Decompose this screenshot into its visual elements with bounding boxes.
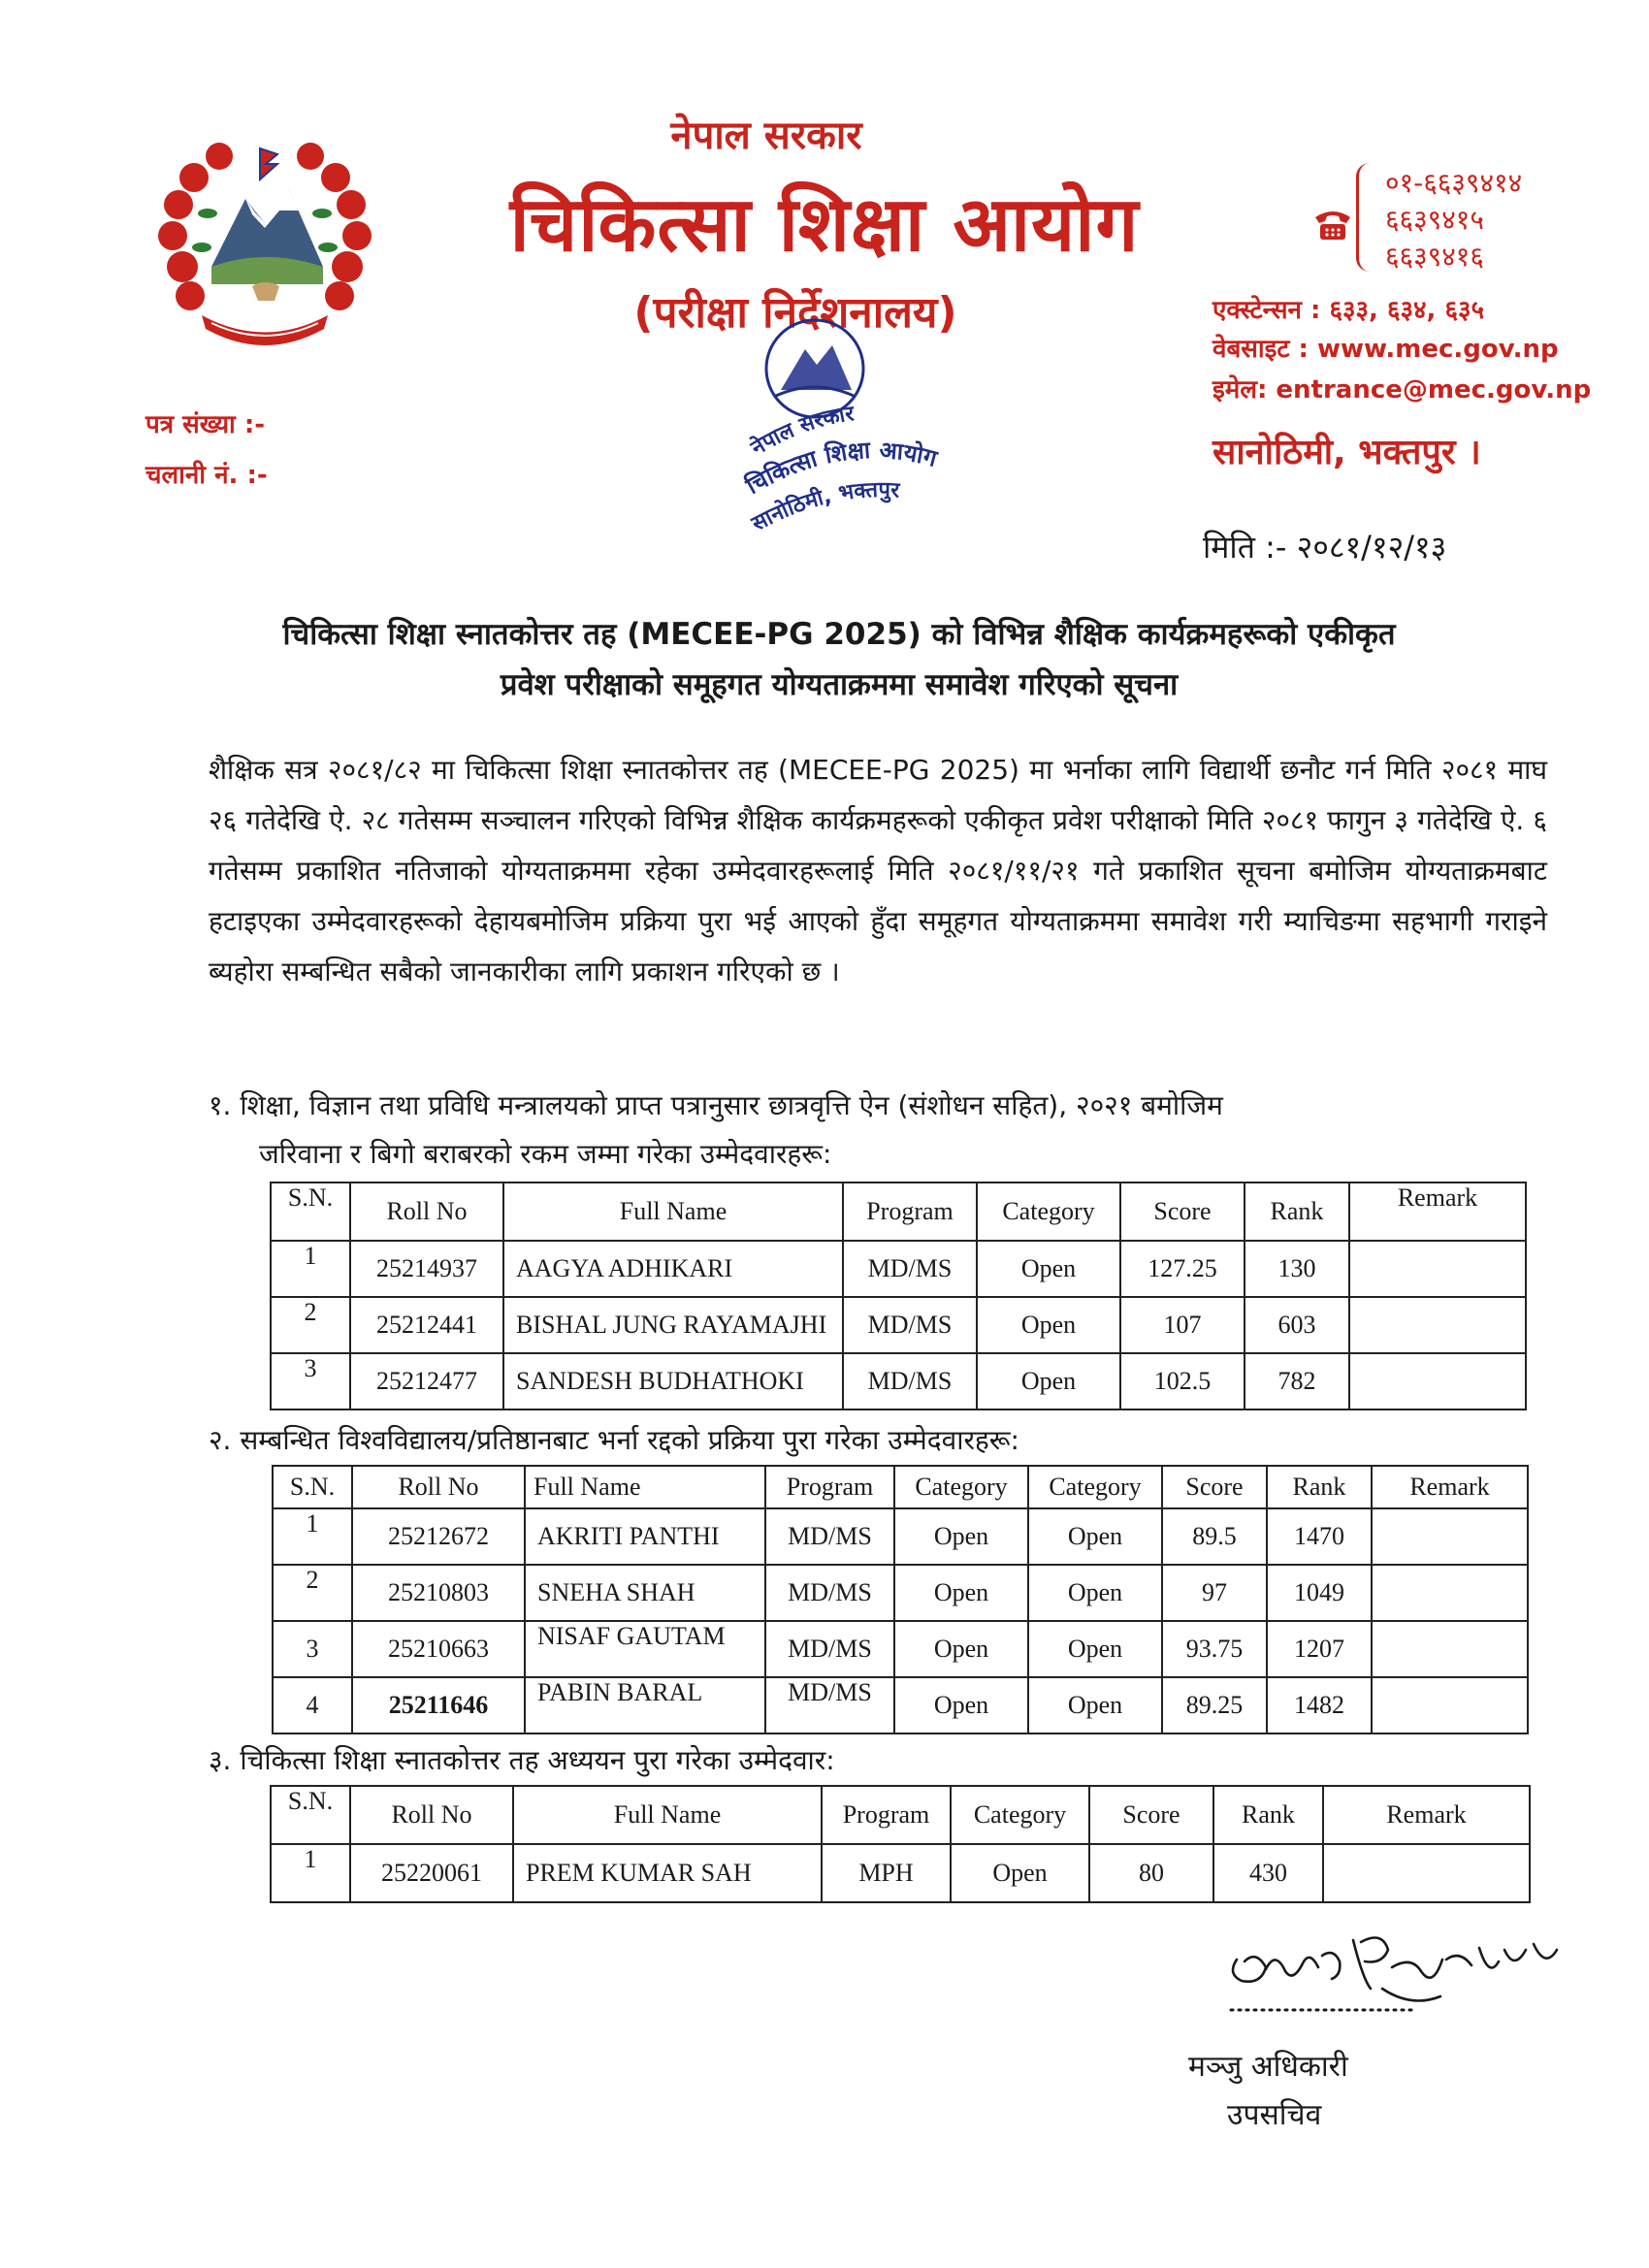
- column-header: Score: [1089, 1786, 1213, 1844]
- letter-number-label: पत्र संख्या :-: [146, 410, 266, 439]
- table-cell: Open: [1028, 1621, 1162, 1677]
- table-cell: 4: [273, 1677, 352, 1733]
- table-cell: 25220061: [350, 1844, 513, 1902]
- office-stamp-icon: [737, 310, 960, 553]
- table-row: [273, 1621, 1528, 1677]
- table-cell: MPH: [822, 1844, 951, 1902]
- notice-date: मिति :- २०८१/१२/१३: [1203, 529, 1447, 566]
- table-cell: 1470: [1267, 1508, 1372, 1565]
- telephone-icon: [1311, 204, 1354, 243]
- section-3-heading: [209, 1736, 1547, 1785]
- table-cell: [1349, 1297, 1526, 1353]
- column-header: Remark: [1349, 1183, 1526, 1241]
- table-cell: 97: [1162, 1565, 1267, 1621]
- table-row: [271, 1353, 1526, 1409]
- table-cell: 3: [271, 1353, 350, 1409]
- column-header: S.N.: [271, 1786, 350, 1844]
- table-cell: Open: [1028, 1508, 1162, 1565]
- column-header: S.N.: [273, 1466, 352, 1508]
- column-header: Rank: [1267, 1466, 1372, 1508]
- stamp-line: सानोठिमी, भक्तपुर: [748, 477, 900, 537]
- table-cell: 25210803: [352, 1565, 525, 1621]
- column-header: Program: [822, 1786, 951, 1844]
- stamp-line: चिकित्सा शिक्षा आयोग: [741, 436, 940, 501]
- table-cell: 80: [1089, 1844, 1213, 1902]
- table-cell: MD/MS: [843, 1241, 977, 1297]
- table-cell: 93.75: [1162, 1621, 1267, 1677]
- notice-body: शैक्षिक सत्र २०८१/८२ मा चिकित्सा शिक्षा स्नातकोत्तर तह (MECEE-PG 2025) मा भर्नाका लागि विद्यार्थी छनौट गर्न मिति २०८१ माघ २६ गतेदेखि ऐ. २८ गतेसम्म सञ्चालन गरिएको विभिन्न शैक्षिक कार्यक्रमहरूको एकीकृत प्रवेश परीक्षाको मिति २०८१ फागुन ३ गतेदेखि ऐ. ६ गतेसम्म प्रकाशित नतिजाको योग्यताक्रममा रहेका उम्मेदवारहरूलाई मिति २०८१/११/२१ गते प्रकाशित सूचना बमोजिम योग्यताक्रमबाट हटाइएका उम्मेदवारहरूको देहायबमोजिम प्रक्रिया पुरा भई आएको हुँदा समूहगत योग्यताक्रममा समावेश गरी म्याचिङमा सहभागी गराइने ब्यहोरा सम्बन्धित सबैको जानकारीका लागि प्रकाशन गरिएको छ ।: [209, 754, 1547, 988]
- table-cell: Open: [894, 1565, 1028, 1621]
- column-header: Roll No: [352, 1466, 525, 1508]
- table-row: [271, 1297, 1526, 1353]
- table-cell: MD/MS: [843, 1353, 977, 1409]
- table-cell: Open: [1028, 1565, 1162, 1621]
- table-cell: Open: [894, 1508, 1028, 1565]
- table-cell: MD/MS: [843, 1297, 977, 1353]
- website-text: वेबसाइट : www.mec.gov.np: [1212, 335, 1559, 364]
- table-cell: Open: [894, 1621, 1028, 1677]
- column-header: Category: [951, 1786, 1089, 1844]
- stamp-line: नेपाल सरकार: [747, 402, 856, 462]
- table-cell: [1323, 1844, 1530, 1902]
- department-heading: (परीक्षा निर्देशनालय): [633, 288, 957, 338]
- notice-title-line: चिकित्सा शिक्षा स्नातकोत्तर तह (MECEE-PG 2025) को विभिन्न शैक्षिक कार्यक्रमहरूको एकीकृत: [282, 617, 1396, 652]
- table-cell: Open: [977, 1297, 1120, 1353]
- table-cell: 127.25: [1120, 1241, 1245, 1297]
- signatory-title: उपसचिव: [1227, 2098, 1322, 2132]
- table-cell: Open: [977, 1241, 1120, 1297]
- table-cell: Open: [894, 1677, 1028, 1733]
- table-cell: 102.5: [1120, 1353, 1245, 1409]
- table-cell: MD/MS: [765, 1621, 894, 1677]
- table-cell: [1372, 1565, 1528, 1621]
- table-cell: 782: [1245, 1353, 1349, 1409]
- table-cell: SANDESH BUDHATHOKI: [503, 1353, 843, 1409]
- table-header-row: [271, 1183, 1526, 1241]
- table-cell: 1482: [1267, 1677, 1372, 1733]
- notice-title: [213, 609, 1465, 710]
- table-cell: AAGYA ADHIKARI: [503, 1241, 843, 1297]
- table-cell: 89.5: [1162, 1508, 1267, 1565]
- column-header: Full Name: [513, 1786, 822, 1844]
- signature-icon: [1217, 1921, 1586, 2027]
- table-header-row: [273, 1466, 1528, 1508]
- table-cell: MD/MS: [765, 1565, 894, 1621]
- table-cell: 3: [273, 1621, 352, 1677]
- candidates-table-1: [270, 1182, 1527, 1410]
- column-header: Category: [894, 1466, 1028, 1508]
- table-cell: 2: [273, 1565, 352, 1621]
- table-cell: 2: [271, 1297, 350, 1353]
- table-cell: 1: [271, 1241, 350, 1297]
- phone-numbers: [1385, 165, 1522, 275]
- table-cell: 25210663: [352, 1621, 525, 1677]
- table-row: [271, 1241, 1526, 1297]
- table-cell: PREM KUMAR SAH: [513, 1844, 822, 1902]
- table-row: [271, 1844, 1530, 1902]
- section-heading-line: ३. चिकित्सा शिक्षा स्नातकोत्तर तह अध्ययन पुरा गरेका उम्मेदवार:: [209, 1744, 835, 1776]
- table-cell: [1372, 1508, 1528, 1565]
- column-header: S.N.: [271, 1183, 350, 1241]
- table-cell: 25211646: [352, 1677, 525, 1733]
- table-cell: 430: [1213, 1844, 1323, 1902]
- column-header: Program: [765, 1466, 894, 1508]
- dispatch-number-label: चलानी नं. :-: [146, 461, 268, 490]
- section-heading-line: १. शिक्षा, विज्ञान तथा प्रविधि मन्त्रालयको प्राप्त पत्रानुसार छात्रवृत्ति ऐन (संशोधन सहित), २०२१ बमोजिम: [209, 1089, 1223, 1121]
- column-header: Roll No: [350, 1183, 503, 1241]
- column-header: Program: [843, 1183, 977, 1241]
- extension-text: एक्स्टेन्सन : ६३३, ६३४, ६३५: [1212, 296, 1485, 325]
- table-cell: 603: [1245, 1297, 1349, 1353]
- phone-number: ६६३९४१६: [1385, 241, 1484, 273]
- column-header: Category: [1028, 1466, 1162, 1508]
- government-heading: नेपाल सरकार: [670, 113, 862, 158]
- table-header-row: [271, 1786, 1530, 1844]
- column-header: Full Name: [525, 1466, 765, 1508]
- table-cell: PABIN BARAL: [525, 1677, 765, 1733]
- section-heading-line: जरिवाना र बिगो बराबरको रकम जम्मा गरेका उम्मेदवारहरू:: [259, 1138, 832, 1170]
- government-emblem-icon: [144, 121, 386, 364]
- phone-number: ६६३९४१५: [1385, 204, 1484, 236]
- table-cell: NISAF GAUTAM: [525, 1621, 765, 1677]
- column-header: Rank: [1213, 1786, 1323, 1844]
- table-cell: 89.25: [1162, 1677, 1267, 1733]
- table-cell: 25214937: [350, 1241, 503, 1297]
- column-header: Score: [1120, 1183, 1245, 1241]
- table-cell: 25212477: [350, 1353, 503, 1409]
- section-1-heading: [209, 1082, 1547, 1179]
- column-header: Full Name: [503, 1183, 843, 1241]
- column-header: Score: [1162, 1466, 1267, 1508]
- table-cell: [1349, 1353, 1526, 1409]
- section-heading-line: २. सम्बन्धित विश्वविद्यालय/प्रतिष्ठानबाट भर्ना रद्दको प्रक्रिया पुरा गरेका उम्मेदवारहरू:: [209, 1424, 1019, 1456]
- table-cell: 1207: [1267, 1621, 1372, 1677]
- table-cell: MD/MS: [765, 1677, 894, 1733]
- table-cell: Open: [951, 1844, 1089, 1902]
- column-header: Rank: [1245, 1183, 1349, 1241]
- table-cell: Open: [1028, 1677, 1162, 1733]
- notice-title-line: प्रवेश परीक्षाको समूहगत योग्यताक्रममा समावेश गरिएको सूचना: [500, 667, 1179, 702]
- column-header: Category: [977, 1183, 1120, 1241]
- table-cell: Open: [977, 1353, 1120, 1409]
- table-cell: 130: [1245, 1241, 1349, 1297]
- office-address: सानोठिमी, भक्तपुर ।: [1212, 433, 1481, 472]
- table-cell: 25212672: [352, 1508, 525, 1565]
- table-cell: BISHAL JUNG RAYAMAJHI: [503, 1297, 843, 1353]
- table-cell: AKRITI PANTHI: [525, 1508, 765, 1565]
- table-cell: MD/MS: [765, 1508, 894, 1565]
- phone-number: ०१-६६३९४१४: [1385, 167, 1523, 199]
- section-2-heading: [209, 1416, 1547, 1465]
- email-text: इमेल: entrance@mec.gov.np: [1212, 375, 1592, 405]
- organization-heading: चिकित्सा शिक्षा आयोग: [509, 181, 1140, 269]
- table-cell: SNEHA SHAH: [525, 1565, 765, 1621]
- table-row: [273, 1677, 1528, 1733]
- table-cell: [1372, 1621, 1528, 1677]
- table-row: [273, 1565, 1528, 1621]
- signatory-name: मञ्जु अधिकारी: [1188, 2050, 1348, 2084]
- phone-brace: [1356, 163, 1380, 272]
- column-header: Roll No: [350, 1786, 513, 1844]
- column-header: Remark: [1372, 1466, 1528, 1508]
- table-cell: [1372, 1677, 1528, 1733]
- candidates-table-2: [272, 1465, 1529, 1734]
- table-cell: [1349, 1241, 1526, 1297]
- table-cell: 1049: [1267, 1565, 1372, 1621]
- column-header: Remark: [1323, 1786, 1530, 1844]
- table-cell: 1: [273, 1508, 352, 1565]
- candidates-table-3: [270, 1785, 1531, 1903]
- table-row: [273, 1508, 1528, 1565]
- table-cell: 1: [271, 1844, 350, 1902]
- table-cell: 25212441: [350, 1297, 503, 1353]
- table-cell: 107: [1120, 1297, 1245, 1353]
